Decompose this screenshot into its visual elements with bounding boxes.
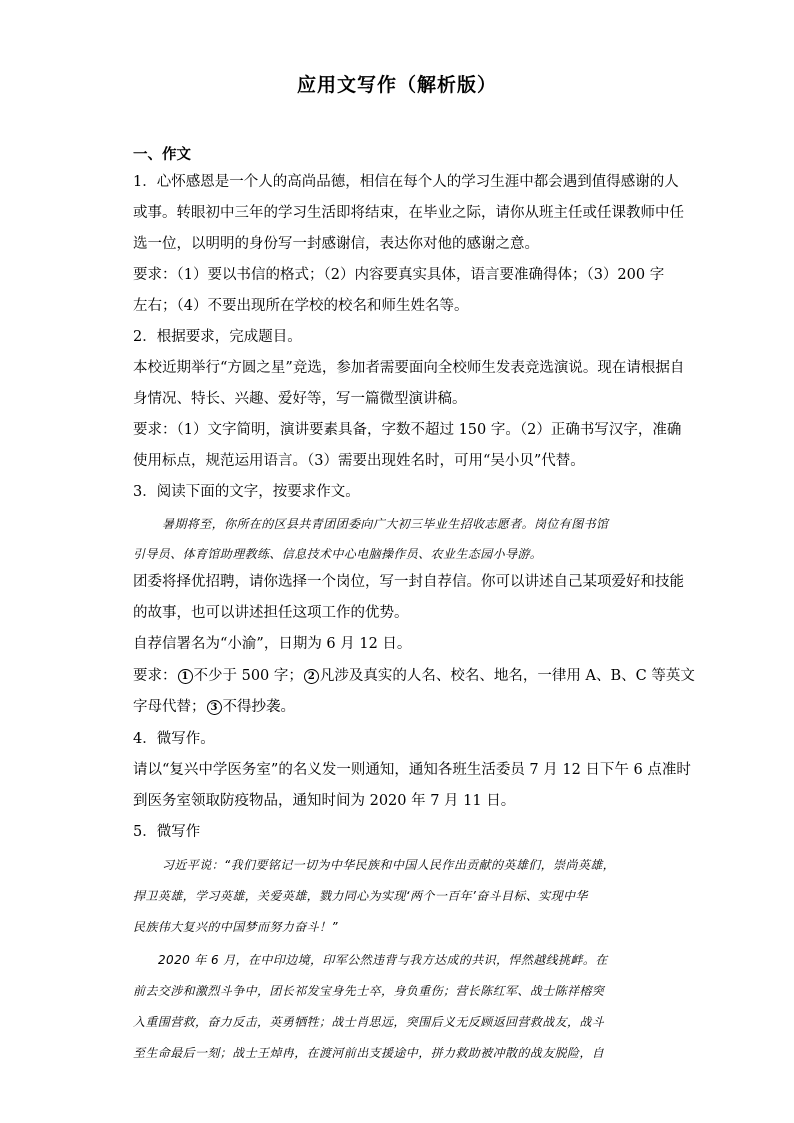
q1-line: 或事。转眼初中三年的学习生活即将结束，在毕业之际，请你从班主任或任课教师中任 bbox=[133, 205, 684, 221]
q5-quote-line: 2020 年 6 月，在中印边境，印军公然违背与我方达成的共识，悍然越线挑衅。在 bbox=[158, 953, 608, 967]
q3-requirement-part: 凡涉及真实的人名、校名、地名，一律用 A、B、C 等英文 bbox=[319, 668, 695, 684]
q3-requirement-part: 字母代替； bbox=[133, 699, 206, 715]
q3-requirement-part: 不少于 500 字； bbox=[193, 668, 303, 684]
q4-line: 请以“复兴中学医务室”的名义发一则通知，通知各班生活委员 7 月 12 日下午 6 点准时 bbox=[133, 762, 691, 778]
q5-quote-line: 习近平说：“我们要铭记一切为中华民族和中国人民作出贡献的英雄们，崇尚英雄， bbox=[162, 858, 616, 872]
q3-line: 的故事，也可以讲述担任这项工作的优势。 bbox=[133, 605, 409, 621]
q3-heading: 3．阅读下面的文字，按要求作文。 bbox=[133, 484, 360, 500]
q3-line: 自荐信署名为“小渝”，日期为 6 月 12 日。 bbox=[133, 636, 412, 652]
q3-requirement-prefix: 要求： bbox=[133, 668, 177, 684]
q1-requirement-line: 左右；（4）不要出现所在学校的校名和师生姓名等。 bbox=[133, 298, 469, 314]
q2-heading: 2．根据要求，完成题目。 bbox=[133, 329, 302, 345]
q4-line: 到医务室领取防疫物品，通知时间为 2020 年 7 月 11 日。 bbox=[133, 793, 516, 809]
q3-quote-line: 暑期将至，你所在的区县共青团团委向广大初三毕业生招收志愿者。岗位有图书馆 bbox=[162, 517, 609, 531]
q2-line: 本校近期举行“方圆之星”竞选，参加者需要面向全校师生发表竞选演说。现在请根据自 bbox=[133, 360, 685, 376]
q5-quote-line: 民族伟大复兴的中国梦而努力奋斗！” bbox=[133, 920, 339, 934]
circled-number-2: 2 bbox=[304, 669, 319, 684]
q2-line: 身情况、特长、兴趣、爱好等，写一篇微型演讲稿。 bbox=[133, 391, 467, 407]
q5-quote-line: 至生命最后一刻；战士王焯冉，在渡河前出支援途中，拼力救助被冲散的战友脱险，自 bbox=[133, 1046, 605, 1060]
q1-line: 1．心怀感恩是一个人的高尚品德，相信在每个人的学习生涯中都会遇到值得感谢的人 bbox=[133, 174, 679, 190]
q3-quote-line: 引导员、体育馆助理教练、信息技术中心电脑操作员、农业生态园小导游。 bbox=[133, 547, 543, 561]
circled-number-3: 3 bbox=[207, 700, 222, 715]
q2-requirement-line: 使用标点，规范运用语言。（3）需要出现姓名时，可用“吴小贝”代替。 bbox=[133, 453, 585, 469]
q5-quote-line: 捍卫英雄，学习英雄，关爱英雄，戮力同心为实现‘两个一百年’奋斗目标、实现中华 bbox=[133, 889, 588, 903]
q2-requirement-line: 要求：（1）文字简明，演讲要素具备，字数不超过 150 字。（2）正确书写汉字，准确 bbox=[133, 422, 682, 438]
page-title: 应用文写作（解析版） bbox=[296, 74, 497, 96]
section-heading: 一、作文 bbox=[133, 146, 191, 163]
q3-requirement-line bbox=[133, 666, 695, 686]
circled-number-1: 1 bbox=[178, 669, 193, 684]
q3-requirement-part: 不得抄袭。 bbox=[222, 699, 295, 715]
q5-quote-line: 前去交涉和激烈斗争中，团长祁发宝身先士卒，身负重伤；营长陈红军、战士陈祥榕突 bbox=[133, 984, 605, 998]
q1-requirement-line: 要求：（1）要以书信的格式；（2）内容要真实具体，语言要准确得体；（3）200 字 bbox=[133, 267, 665, 283]
q5-quote-line: 入重围营救，奋力反击，英勇牺牲；战士肖思远，突围后义无反顾返回营救战友，战斗 bbox=[133, 1015, 605, 1029]
q3-requirement-line bbox=[133, 697, 295, 717]
q5-heading: 5．微写作 bbox=[133, 824, 201, 840]
q4-heading: 4．微写作。 bbox=[133, 731, 215, 747]
q1-line: 选一位，以明明的身份写一封感谢信，表达你对他的感谢之意。 bbox=[133, 236, 539, 252]
q3-line: 团委将择优招聘，请你选择一个岗位，写一封自荐信。你可以讲述自己某项爱好和技能 bbox=[133, 574, 684, 590]
